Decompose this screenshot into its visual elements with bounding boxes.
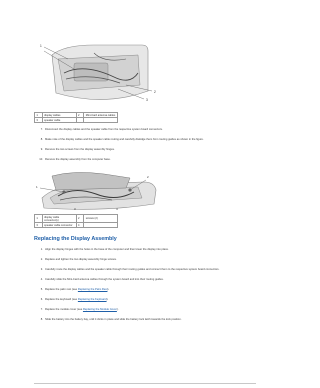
figure2-callout-1: 1 xyxy=(36,185,38,189)
footer-divider xyxy=(34,383,256,384)
step-number: 7. xyxy=(40,128,43,131)
step-text: Make note of the display cables and the speaker cable routing and carefully dislodge them from routing guides as shown in the figure. xyxy=(45,138,204,141)
figure1-callout-2: 2 xyxy=(154,90,156,94)
callout-number: 4 xyxy=(76,223,84,228)
step-number: 6. xyxy=(40,298,43,301)
step-number: 8. xyxy=(40,318,43,321)
step-text xyxy=(45,288,109,291)
link-replacing-keyboard[interactable]: Replacing the Keyboard xyxy=(77,298,107,301)
figure2-callout-4: 4 xyxy=(116,207,118,211)
link-replacing-palm-rest[interactable]: Replacing the Palm Rest xyxy=(77,288,108,291)
step-text: Replace and tighten the two display assembly hinge screws. xyxy=(45,258,117,261)
step-text xyxy=(45,298,108,301)
step-text: Remove the two screws from the display assembly hinges. xyxy=(45,148,115,151)
figure-display-removal xyxy=(34,168,170,212)
step-number: 8. xyxy=(40,138,43,141)
step-text-lead: Replace the module cover (see xyxy=(45,308,83,311)
step-number: 9. xyxy=(40,148,43,151)
callout-number: 2 xyxy=(76,113,84,118)
figure1-callout-1: 1 xyxy=(40,44,42,48)
figure-display-cables xyxy=(34,33,170,111)
step-text: Remove the display assembly from the computer base. xyxy=(45,158,111,161)
step-text-tail: ). xyxy=(106,298,109,301)
callout-label: display cables xyxy=(42,113,76,118)
step-text-lead: Replace the palm rest (see xyxy=(45,288,78,291)
step-text xyxy=(45,308,119,311)
display-assembly-illustration xyxy=(34,33,170,111)
step-number: 2. xyxy=(40,258,43,261)
step-text: Align the display hinges with the holes in the base of the computer and then lower the display into place. xyxy=(45,248,169,251)
step-number: 3. xyxy=(40,268,43,271)
step-text: Carefully slide the Mini-Card antenna cables through the system board and into their routing guides. xyxy=(45,278,164,281)
step-text-tail: ). xyxy=(116,308,119,311)
step-text: Disconnect the display cables and the speaker cable from the respective system board connectors. xyxy=(45,128,163,131)
step-text: Carefully route the display cables and the speaker cable through their routing guides and connect them to the respective system board connectors. xyxy=(45,268,220,271)
callout-label: speaker cable connector xyxy=(42,223,76,228)
callout-number: 1 xyxy=(35,113,43,118)
link-replacing-module-cover[interactable]: Replacing the Module Cover xyxy=(82,308,117,311)
step-number: 10. xyxy=(39,158,43,161)
callout-label xyxy=(84,223,118,228)
section-heading: Replacing the Display Assembly xyxy=(34,236,117,242)
callout-label: screws (2) xyxy=(84,215,118,223)
callout-table-2 xyxy=(34,214,118,228)
step-number: 4. xyxy=(40,278,43,281)
step-number: 1. xyxy=(40,248,43,251)
callout-number: 3 xyxy=(35,118,43,123)
figure2-callout-3: 3 xyxy=(74,207,76,211)
figure1-callout-3: 3 xyxy=(146,98,148,102)
table-row xyxy=(35,215,118,223)
callout-number: 1 xyxy=(35,215,43,223)
step-text: Slide the battery into the battery bay, until it clicks in place and slide the battery lock latch towards the lock position. xyxy=(45,318,182,321)
callout-label xyxy=(84,118,118,123)
figure2-callout-2: 2 xyxy=(147,175,149,179)
callout-number: 3 xyxy=(35,223,43,228)
step-number: 7. xyxy=(40,308,43,311)
table-row xyxy=(35,118,118,123)
callout-label: speaker cable xyxy=(42,118,76,123)
table-row xyxy=(35,223,118,228)
callout-table-1 xyxy=(34,112,118,123)
step-text-tail: ). xyxy=(107,288,110,291)
step-number: 5. xyxy=(40,288,43,291)
step-text-lead: Replace the keyboard (see xyxy=(45,298,78,301)
callout-number xyxy=(76,118,84,123)
callout-label: display cable connector(s) xyxy=(42,215,76,223)
display-removal-illustration xyxy=(34,168,170,212)
callout-number: 2 xyxy=(76,215,84,223)
callout-label: Mini-Card antenna cables xyxy=(84,113,118,118)
